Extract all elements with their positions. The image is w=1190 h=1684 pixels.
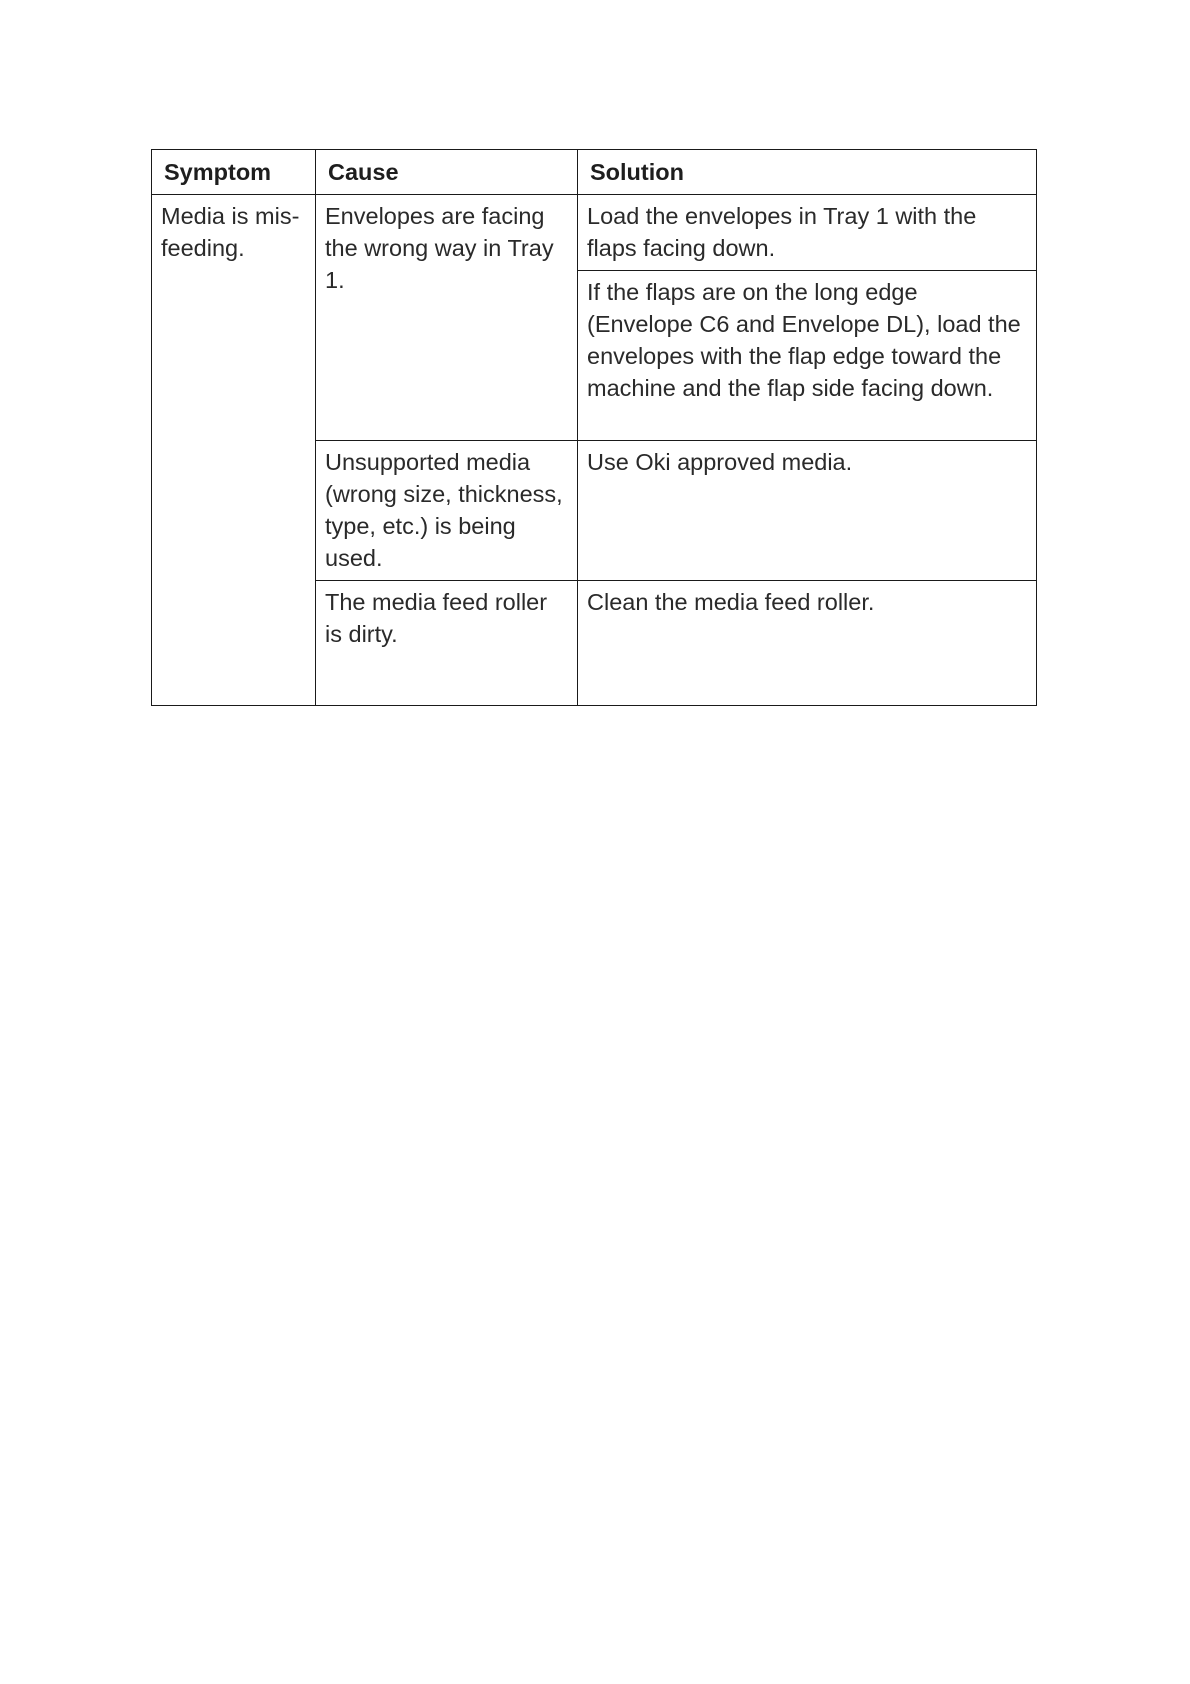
cause-cell: The media feed roller is dirty. (316, 581, 578, 706)
solution-cell: Use Oki approved media. (578, 441, 1037, 581)
table-header-row (152, 150, 1037, 195)
solution-cell: Clean the media feed roller. (578, 581, 1037, 706)
cause-cell: Envelopes are facing the wrong way in Tray 1. (316, 195, 578, 441)
solution-cell: If the flaps are on the long edge (Envelope C6 and Envelope DL), load the envelopes with the flap edge toward the machine and the flap side facing down. (578, 271, 1037, 441)
header-cause: Cause (316, 150, 578, 195)
symptom-cell: Media is mis-feeding. (152, 195, 316, 706)
solution-cell: Load the envelopes in Tray 1 with the flaps facing down. (578, 195, 1037, 271)
table-row (152, 195, 1037, 271)
cause-cell: Unsupported media (wrong size, thickness, type, etc.) is being used. (316, 441, 578, 581)
header-solution: Solution (578, 150, 1037, 195)
troubleshooting-table (151, 149, 1037, 706)
header-symptom: Symptom (152, 150, 316, 195)
